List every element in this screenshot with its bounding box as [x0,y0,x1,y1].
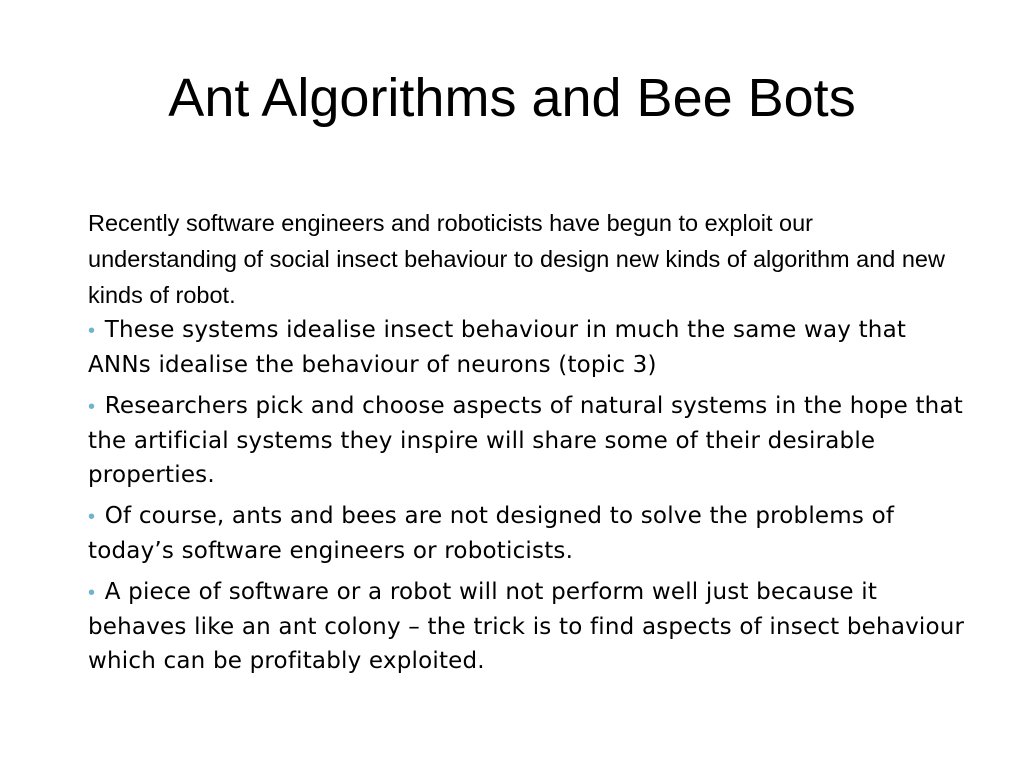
bullet-text: Researchers pick and choose aspects of natural systems in the hope that the artificial systems they inspire will share some of their desirable properties. [88,393,963,488]
bullet-marker-icon: • [88,582,96,604]
bullet-marker-icon: • [88,396,96,418]
bullet-item [88,499,968,568]
slide-title: Ant Algorithms and Bee Bots [168,68,856,128]
bullet-item [88,389,968,492]
bullet-item [88,575,968,678]
bullet-list [88,313,968,685]
intro-paragraph: Recently software engineers and roboticists have begun to exploit our understanding of social insect behaviour to design new kinds of algorithm and new kinds of robot. [88,210,945,308]
bullet-text: Of course, ants and bees are not designed to solve the problems of today’s software engineers or roboticists. [88,503,895,564]
bullet-text: A piece of software or a robot will not perform well just because it behaves like an ant colony – the trick is to find aspects of insect behaviour which can be profitably exploited. [88,579,965,674]
bullet-text: These systems idealise insect behaviour in much the same way that ANNs idealise the behaviour of neurons (topic 3) [88,317,907,378]
bullet-item [88,313,968,382]
bullet-marker-icon: • [88,506,96,528]
bullet-marker-icon: • [88,320,96,342]
